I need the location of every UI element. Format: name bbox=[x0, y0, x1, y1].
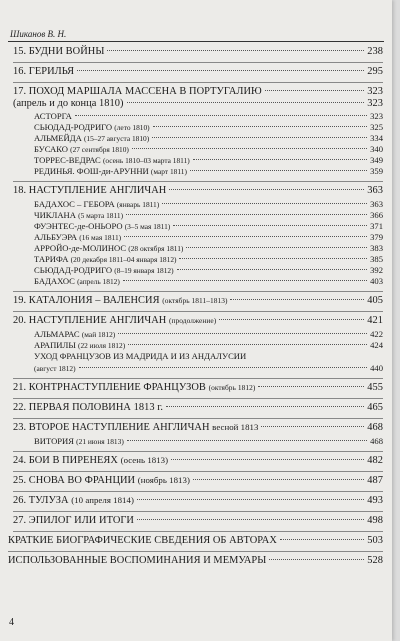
subentry-date: (28 октября 1811) bbox=[128, 244, 184, 253]
separator bbox=[8, 551, 383, 552]
subentry-name: РЕДИНЬЯ. ФОШ-ди-АРУННИ bbox=[34, 166, 149, 176]
leader-dots bbox=[118, 333, 367, 334]
toc-entry-title bbox=[13, 455, 168, 466]
toc-page-number: 424 bbox=[370, 340, 383, 350]
toc-subentry bbox=[34, 254, 383, 264]
leader-dots bbox=[132, 148, 367, 149]
entry-name: 20. НАСТУПЛЕНИЕ АНГЛИЧАН bbox=[13, 315, 167, 326]
toc-page-number: 385 bbox=[370, 254, 383, 264]
subentry-name: ТАРИФА bbox=[34, 254, 69, 264]
leader-dots bbox=[261, 426, 364, 427]
toc-entry-20 bbox=[13, 315, 383, 326]
toc-entry-title: 27. ЭПИЛОГ ИЛИ ИТОГИ bbox=[13, 515, 134, 526]
separator bbox=[13, 62, 383, 63]
subentry-name: АРАПИЛЫ bbox=[34, 340, 76, 350]
toc-entry-17 bbox=[13, 86, 383, 97]
subentry-name: БАДАХОС – ГЕБОРА bbox=[34, 199, 115, 209]
toc-entry-19 bbox=[13, 295, 383, 306]
entry-name: 25. СНОВА ВО ФРАНЦИИ bbox=[13, 475, 136, 486]
toc-entry-title: КРАТКИЕ БИОГРАФИЧЕСКИЕ СВЕДЕНИЯ ОБ АВТОРАХ bbox=[8, 535, 277, 546]
subentry-name: ВИТОРИЯ bbox=[34, 436, 74, 446]
toc-page-number: 403 bbox=[370, 276, 383, 286]
toc-subentry bbox=[34, 133, 383, 143]
toc-page-number: 325 bbox=[370, 122, 383, 132]
toc-entry-23 bbox=[13, 422, 383, 433]
leader-dots bbox=[179, 258, 367, 259]
toc-page-number: 465 bbox=[367, 402, 383, 413]
toc-entry-15 bbox=[13, 46, 383, 57]
leader-dots bbox=[190, 170, 367, 171]
toc-subentry bbox=[34, 243, 383, 253]
separator bbox=[13, 378, 383, 379]
subentry-date: (осень 1810–03 марта 1811) bbox=[102, 156, 190, 165]
separator bbox=[13, 398, 383, 399]
leader-dots bbox=[166, 406, 364, 407]
leader-dots bbox=[153, 126, 367, 127]
subentry-name: БАДАХОС bbox=[34, 276, 75, 286]
toc-page-number: 503 bbox=[367, 535, 383, 546]
separator bbox=[13, 418, 383, 419]
toc-subentry bbox=[34, 276, 383, 286]
toc-entry-biographies bbox=[8, 535, 383, 546]
toc-page-number: 238 bbox=[367, 46, 383, 57]
entry-name: 19. КАТАЛОНИЯ – ВАЛЕНСИЯ bbox=[13, 295, 160, 306]
subentry-date: (апрель 1812) bbox=[77, 277, 120, 286]
separator bbox=[13, 82, 383, 83]
toc-entry-21 bbox=[13, 382, 383, 393]
subentry-date: (16 мая 1811) bbox=[79, 233, 122, 242]
leader-dots bbox=[219, 319, 364, 320]
toc-page-number: 363 bbox=[367, 185, 383, 196]
toc-subentry-title bbox=[34, 133, 149, 143]
toc-page-number: 468 bbox=[370, 436, 383, 446]
toc-subentry bbox=[34, 436, 383, 446]
toc-entry-25 bbox=[13, 475, 383, 486]
toc-subentry-title bbox=[34, 210, 123, 220]
toc-entry-16 bbox=[13, 66, 383, 77]
toc-page-number: 422 bbox=[370, 329, 383, 339]
toc-subentry bbox=[34, 111, 383, 121]
toc-page-number: 379 bbox=[370, 232, 383, 242]
entry-name: 23. ВТОРОЕ НАСТУПЛЕНИЕ АНГЛИЧАН bbox=[13, 422, 210, 433]
leader-dots bbox=[123, 280, 367, 281]
toc-entry-title bbox=[13, 315, 216, 326]
leader-dots bbox=[124, 236, 367, 237]
toc-entry-title: 15. БУДНИ ВОЙНЫ bbox=[13, 46, 105, 57]
subentry-name: АЛЬМЕЙДА bbox=[34, 133, 82, 143]
separator bbox=[13, 311, 383, 312]
entry-name: 21. КОНТРНАСТУПЛЕНИЕ ФРАНЦУЗОВ bbox=[13, 382, 206, 393]
subentry-name: ТОРРЕС-ВЕДРАС bbox=[34, 155, 101, 165]
toc-subentry-title bbox=[34, 265, 174, 275]
subentry-date: (март 1811) bbox=[150, 167, 187, 176]
subentry-name: БУСАКО bbox=[34, 144, 68, 154]
leader-dots bbox=[173, 225, 367, 226]
entry-date: (10 апреля 1814) bbox=[71, 495, 134, 505]
toc-entry-26 bbox=[13, 495, 383, 506]
toc-page-number: 528 bbox=[367, 555, 383, 566]
toc-page-number: 323 bbox=[367, 98, 383, 109]
separator bbox=[13, 181, 383, 182]
toc-page-number: 366 bbox=[370, 210, 383, 220]
leader-dots bbox=[128, 344, 367, 345]
toc-subentry bbox=[34, 329, 383, 339]
subentry-name: АЛЬМАРАС bbox=[34, 329, 80, 339]
toc-page-number: 405 bbox=[367, 295, 383, 306]
toc-subentry bbox=[34, 340, 383, 350]
leader-dots bbox=[127, 440, 367, 441]
toc-page-number: 421 bbox=[367, 315, 383, 326]
subentry-name: АСТОРГА bbox=[34, 111, 72, 121]
entry-date: (продолжение) bbox=[168, 316, 217, 325]
toc-entry-title bbox=[13, 475, 190, 486]
toc-subentry-title bbox=[34, 276, 120, 286]
leader-dots bbox=[171, 459, 364, 460]
leader-dots bbox=[77, 70, 364, 71]
toc-entry-title: 18. НАСТУПЛЕНИЕ АНГЛИЧАН bbox=[13, 185, 167, 196]
toc-subentry bbox=[34, 221, 383, 231]
toc-page-number: 359 bbox=[370, 166, 383, 176]
toc-subentry-title bbox=[34, 166, 187, 176]
toc-subentry-title bbox=[34, 155, 190, 165]
toc-entry-24 bbox=[13, 455, 383, 466]
toc-subentry bbox=[34, 210, 383, 220]
leader-dots bbox=[79, 367, 368, 368]
toc-subentry-title bbox=[34, 243, 183, 253]
entry-name: 24. БОИ В ПИРЕНЕЯХ bbox=[13, 455, 118, 466]
toc-entry-27 bbox=[13, 515, 383, 526]
leader-dots bbox=[177, 269, 368, 270]
toc-entry-title: ИСПОЛЬЗОВАННЫЕ ВОСПОМИНАНИЯ И МЕМУАРЫ bbox=[8, 555, 267, 566]
subentry-date: (21 июня 1813) bbox=[76, 437, 124, 446]
leader-dots bbox=[169, 189, 364, 190]
toc-subentry bbox=[34, 144, 383, 154]
toc-page-number: 340 bbox=[370, 144, 383, 154]
subentry-name: СЬЮДАД-РОДРИГО bbox=[34, 122, 113, 132]
leader-dots bbox=[269, 559, 364, 560]
page-number: 4 bbox=[9, 617, 14, 628]
toc-page-number: 323 bbox=[367, 86, 383, 97]
entry-date: (осень 1813) bbox=[120, 455, 169, 465]
toc-subentry bbox=[34, 265, 383, 275]
leader-dots bbox=[137, 499, 364, 500]
subentry-date: (5 марта 1811) bbox=[78, 211, 124, 220]
toc-subentry-title bbox=[34, 221, 170, 231]
leader-dots bbox=[152, 137, 367, 138]
subentry-date: (лето 1810) bbox=[114, 123, 150, 132]
entry-date: (ноябрь 1813) bbox=[137, 475, 190, 485]
subentry-name: ЧИКЛАНА bbox=[34, 210, 76, 220]
toc-page-number: 455 bbox=[367, 382, 383, 393]
subentry-name: ФУЭНТЕС-де-ОНЬОРО bbox=[34, 221, 123, 231]
toc-subentry-title bbox=[34, 254, 176, 264]
leader-dots bbox=[193, 479, 364, 480]
toc-entry-memoirs bbox=[8, 555, 383, 566]
leader-dots bbox=[126, 214, 367, 215]
toc-subentry-title bbox=[34, 144, 129, 154]
toc-subentry-title bbox=[34, 436, 124, 446]
subentry-date: (27 сентября 1810) bbox=[70, 145, 129, 154]
separator bbox=[13, 531, 383, 532]
entry-date: (октябрь 1812) bbox=[208, 383, 256, 392]
toc-entry-title bbox=[13, 295, 227, 306]
running-header-author: Шиканов В. Н. bbox=[10, 29, 67, 39]
toc-page-number: 482 bbox=[367, 455, 383, 466]
separator bbox=[13, 471, 383, 472]
toc-subentry-retreat bbox=[34, 363, 383, 373]
toc-entry-18 bbox=[13, 185, 383, 196]
toc-page-number: 295 bbox=[367, 66, 383, 77]
leader-dots bbox=[137, 519, 364, 520]
leader-dots bbox=[230, 299, 364, 300]
leader-dots bbox=[280, 539, 364, 540]
leader-dots bbox=[75, 115, 367, 116]
subentry-date: (22 июля 1812) bbox=[77, 341, 126, 350]
toc-page-number: 349 bbox=[370, 155, 383, 165]
toc-subentry-retreat-line1: УХОД ФРАНЦУЗОВ ИЗ МАДРИДА И ИЗ АНДАЛУСИИ bbox=[34, 351, 247, 361]
toc-entry-17-subtitle bbox=[13, 98, 383, 109]
separator bbox=[13, 451, 383, 452]
separator bbox=[13, 291, 383, 292]
toc-entry-title bbox=[13, 382, 255, 393]
subentry-date: (январь 1811) bbox=[116, 200, 160, 209]
entry-name: 26. ТУЛУЗА bbox=[13, 495, 69, 506]
toc-subentry bbox=[34, 199, 383, 209]
toc-entry-22 bbox=[13, 402, 383, 413]
separator bbox=[13, 491, 383, 492]
toc-entry-title: 22. ПЕРВАЯ ПОЛОВИНА 1813 г. bbox=[13, 402, 164, 413]
toc-subentry bbox=[34, 122, 383, 132]
leader-dots bbox=[162, 203, 367, 204]
subentry-name: АРРОЙО-де-МОЛИНОС bbox=[34, 243, 127, 253]
toc-page-number: 392 bbox=[370, 265, 383, 275]
toc-entry-title bbox=[13, 495, 134, 506]
header-rule bbox=[8, 41, 384, 42]
subentry-name: АЛЬБУЭРА bbox=[34, 232, 78, 242]
subentry-date: (3–5 мая 1811) bbox=[124, 222, 171, 231]
subentry-date: (8–19 января 1812) bbox=[114, 266, 174, 275]
toc-page-number: 487 bbox=[367, 475, 383, 486]
subentry-date: (май 1812) bbox=[81, 330, 116, 339]
toc-page-number: 498 bbox=[367, 515, 383, 526]
toc-subentry-date: (август 1812) bbox=[34, 364, 76, 373]
toc-subentry-title bbox=[34, 232, 121, 242]
toc-entry-title: (апрель и до конца 1810) bbox=[13, 98, 124, 109]
toc-page-number: 440 bbox=[370, 363, 383, 373]
toc-subentry-title bbox=[34, 199, 159, 209]
toc-subentry bbox=[34, 232, 383, 242]
subentry-date: (15–27 августа 1810) bbox=[83, 134, 150, 143]
leader-dots bbox=[186, 247, 367, 248]
toc-subentry-title bbox=[34, 329, 115, 339]
toc-subentry bbox=[34, 155, 383, 165]
leader-dots bbox=[193, 159, 367, 160]
leader-dots bbox=[258, 386, 364, 387]
toc-subentry-title bbox=[34, 111, 72, 121]
subentry-name: СЬЮДАД-РОДРИГО bbox=[34, 265, 113, 275]
toc-page-number: 468 bbox=[367, 422, 383, 433]
entry-date: (октябрь 1811–1813) bbox=[162, 296, 228, 305]
toc-entry-title bbox=[13, 422, 258, 433]
toc-page-number: 371 bbox=[370, 221, 383, 231]
toc-page-number: 334 bbox=[370, 133, 383, 143]
toc-subentry-title bbox=[34, 340, 125, 350]
toc-subentry bbox=[34, 166, 383, 176]
toc-subentry-title bbox=[34, 122, 150, 132]
subentry-date: (20 декабря 1811–04 января 1812) bbox=[70, 255, 177, 264]
toc-page-number: 323 bbox=[370, 111, 383, 121]
leader-dots bbox=[107, 50, 364, 51]
leader-dots bbox=[265, 90, 364, 91]
toc-entry-title: 16. ГЕРИЛЬЯ bbox=[13, 66, 75, 77]
entry-date: весной 1813 bbox=[212, 422, 259, 432]
toc-page-number: 363 bbox=[370, 199, 383, 209]
separator bbox=[13, 511, 383, 512]
leader-dots bbox=[127, 102, 365, 103]
toc-page-number: 383 bbox=[370, 243, 383, 253]
toc-page-number: 493 bbox=[367, 495, 383, 506]
toc-entry-title: 17. ПОХОД МАРШАЛА МАССЕНА В ПОРТУГАЛИЮ bbox=[13, 86, 262, 97]
